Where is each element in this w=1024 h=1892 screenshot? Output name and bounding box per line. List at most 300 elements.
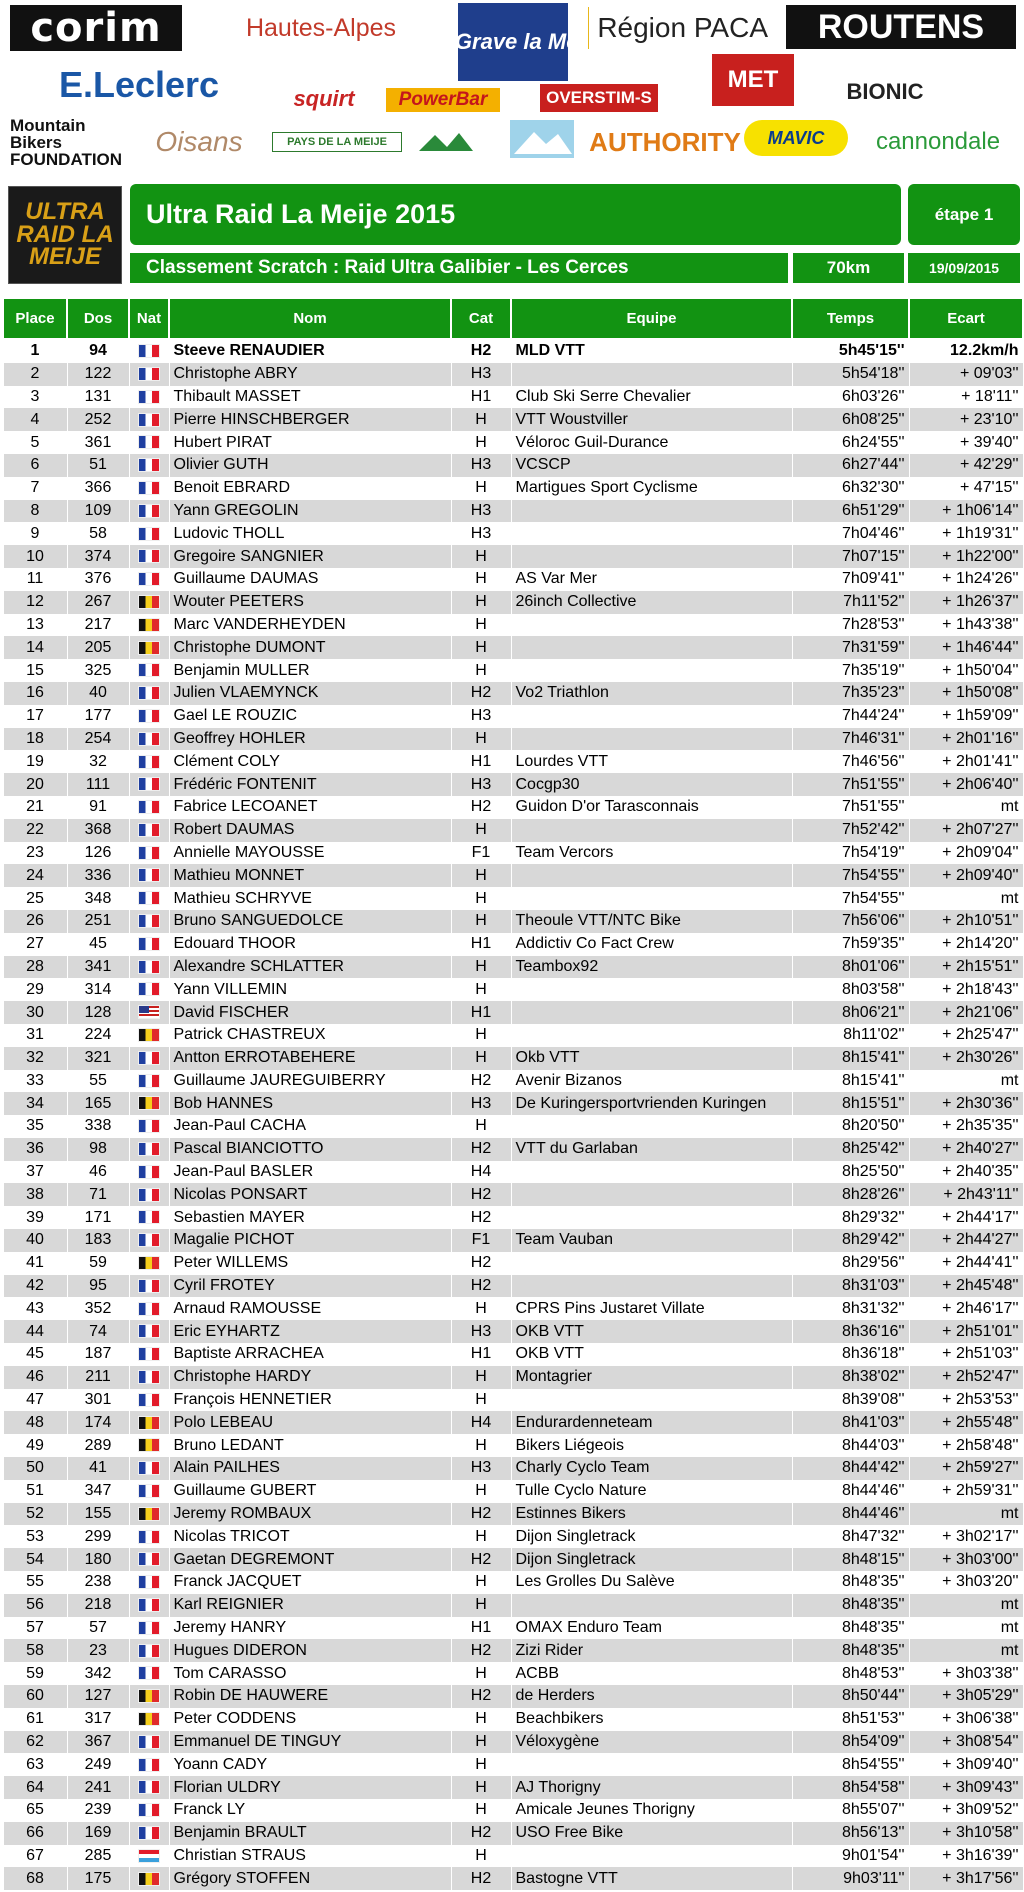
flag-fr-icon [138,732,160,746]
flag-fr-icon [138,1074,160,1088]
met-logo: MET [712,54,794,106]
name-cell: Benjamin MULLER [169,659,451,682]
team-cell [511,1594,792,1617]
nationality-cell [129,1389,169,1412]
header-ecart: Ecart [909,298,1023,339]
flag-be-icon [138,595,160,609]
time-cell: 8h25'50'' [792,1161,909,1184]
category-cell: H3 [451,500,511,523]
team-cell: CPRS Pins Justaret Villate [511,1297,792,1320]
name-cell: Robin DE HAUWERE [169,1685,451,1708]
place-cell: 34 [3,1092,67,1115]
category-cell: H2 [451,1548,511,1571]
gap-cell: + 3h09'40'' [909,1753,1023,1776]
flag-fr-icon [138,1621,160,1635]
nationality-cell [129,614,169,637]
name-cell: Yann GREGOLIN [169,500,451,523]
place-cell: 50 [3,1457,67,1480]
time-cell: 7h52'42'' [792,819,909,842]
name-cell: Bob HANNES [169,1092,451,1115]
gap-cell: mt [909,1070,1023,1093]
nationality-cell [129,1845,169,1868]
time-cell: 8h38'02'' [792,1366,909,1389]
place-cell: 64 [3,1776,67,1799]
gap-cell: mt [909,1639,1023,1662]
la-grave-logo: La Grave la Meije [458,3,568,81]
table-row [3,1389,1023,1412]
team-cell [511,1183,792,1206]
place-cell: 22 [3,819,67,842]
team-cell: Véloroc Guil-Durance [511,431,792,454]
time-cell: 8h20'50'' [792,1115,909,1138]
team-cell [511,659,792,682]
category-cell: H3 [451,1092,511,1115]
nationality-cell [129,1799,169,1822]
name-cell: Jean-Paul BASLER [169,1161,451,1184]
time-cell: 8h31'03'' [792,1275,909,1298]
nationality-cell [129,819,169,842]
team-cell: Cocgp30 [511,773,792,796]
time-cell: 8h55'07'' [792,1799,909,1822]
time-cell: 8h56'13'' [792,1822,909,1845]
category-cell: H1 [451,1617,511,1640]
team-cell [511,522,792,545]
gap-cell: + 3h10'58'' [909,1822,1023,1845]
bib-cell: 241 [67,1776,129,1799]
flag-fr-icon [138,390,160,404]
category-cell: H2 [451,1138,511,1161]
gap-cell: + 1h19'31'' [909,522,1023,545]
gap-cell: + 09'03'' [909,363,1023,386]
flag-fr-icon [138,481,160,495]
name-cell: Olivier GUTH [169,454,451,477]
nationality-cell [129,1571,169,1594]
category-cell: H4 [451,1411,511,1434]
team-cell: Les Grolles Du Salève [511,1571,792,1594]
time-cell: 8h41'03'' [792,1411,909,1434]
corim-logo: corim [10,5,182,51]
category-cell: H3 [451,522,511,545]
nationality-cell [129,1001,169,1024]
time-cell: 8h29'56'' [792,1252,909,1275]
time-cell: 8h51'53'' [792,1708,909,1731]
bib-cell: 224 [67,1024,129,1047]
table-row [3,339,1023,363]
name-cell: Christian STRAUS [169,1845,451,1868]
place-cell: 21 [3,796,67,819]
team-cell: Charly Cyclo Team [511,1457,792,1480]
small-sponsor-logo [414,126,476,158]
time-cell: 7h35'23'' [792,682,909,705]
time-cell: 8h36'18'' [792,1343,909,1366]
name-cell: Florian ULDRY [169,1776,451,1799]
name-cell: Guillaume GUBERT [169,1480,451,1503]
bib-cell: 128 [67,1001,129,1024]
event-title: Ultra Raid La Meije 2015 [130,184,901,245]
team-cell: Avenir Bizanos [511,1070,792,1093]
category-cell: H1 [451,386,511,409]
team-cell: Véloxygène [511,1731,792,1754]
bib-cell: 109 [67,500,129,523]
table-row [3,956,1023,979]
time-cell: 7h51'55'' [792,796,909,819]
place-cell: 33 [3,1070,67,1093]
team-cell: AS Var Mer [511,568,792,591]
header-place: Place [3,298,67,339]
bib-cell: 251 [67,910,129,933]
name-cell: Frédéric FONTENIT [169,773,451,796]
bib-cell: 361 [67,431,129,454]
time-cell: 7h44'24'' [792,705,909,728]
name-cell: Hubert PIRAT [169,431,451,454]
time-cell: 8h48'35'' [792,1617,909,1640]
place-cell: 7 [3,477,67,500]
team-cell [511,500,792,523]
table-row [3,796,1023,819]
gap-cell: mt [909,1503,1023,1526]
category-cell: H [451,1297,511,1320]
category-cell: H3 [451,1320,511,1343]
gap-cell: + 2h25'47'' [909,1024,1023,1047]
nationality-cell [129,1480,169,1503]
team-cell: Addictiv Co Fact Crew [511,933,792,956]
nationality-cell [129,705,169,728]
nationality-cell [129,1594,169,1617]
name-cell: Mathieu SCHRYVE [169,887,451,910]
gap-cell: + 2h01'41'' [909,750,1023,773]
flag-fr-icon [138,1552,160,1566]
team-cell [511,1161,792,1184]
place-cell: 59 [3,1662,67,1685]
category-cell: H [451,887,511,910]
table-row [3,1662,1023,1685]
category-cell: H [451,728,511,751]
team-cell [511,978,792,1001]
time-cell: 8h15'41'' [792,1070,909,1093]
gap-cell: + 2h58'48'' [909,1434,1023,1457]
time-cell: 7h51'55'' [792,773,909,796]
flag-fr-icon [138,755,160,769]
time-cell: 8h48'35'' [792,1594,909,1617]
mavic-logo: MAVIC [744,120,848,156]
category-cell: H1 [451,933,511,956]
flag-fr-icon [138,549,160,563]
gap-cell: + 2h40'35'' [909,1161,1023,1184]
time-cell: 7h35'19'' [792,659,909,682]
table-row [3,1047,1023,1070]
category-cell: H [451,910,511,933]
team-cell [511,363,792,386]
flag-fr-icon [138,1461,160,1475]
header-cat: Cat [451,298,511,339]
nationality-cell [129,1708,169,1731]
table-header-row [3,298,1023,339]
nationality-cell [129,796,169,819]
time-cell: 8h44'46'' [792,1480,909,1503]
nationality-cell [129,1297,169,1320]
flag-be-icon [138,641,160,655]
table-row [3,1138,1023,1161]
place-cell: 19 [3,750,67,773]
team-cell: Dijon Singletrack [511,1525,792,1548]
flag-fr-icon [138,1530,160,1544]
flag-fr-icon [138,1188,160,1202]
table-row [3,1343,1023,1366]
nationality-cell [129,1434,169,1457]
team-cell [511,705,792,728]
place-cell: 35 [3,1115,67,1138]
time-cell: 8h01'06'' [792,956,909,979]
place-cell: 2 [3,363,67,386]
bib-cell: 180 [67,1548,129,1571]
gap-cell: + 2h06'40'' [909,773,1023,796]
gap-cell: + 39'40'' [909,431,1023,454]
place-cell: 44 [3,1320,67,1343]
nationality-cell [129,1138,169,1161]
nationality-cell [129,500,169,523]
table-row [3,1503,1023,1526]
nationality-cell [129,591,169,614]
flag-fr-icon [138,1302,160,1316]
category-cell: H [451,1753,511,1776]
gap-cell: + 3h09'52'' [909,1799,1023,1822]
flag-fr-icon [138,1210,160,1224]
name-cell: Edouard THOOR [169,933,451,956]
table-row [3,545,1023,568]
gap-cell: + 3h03'38'' [909,1662,1023,1685]
bib-cell: 252 [67,408,129,431]
bib-cell: 317 [67,1708,129,1731]
name-cell: Eric EYHARTZ [169,1320,451,1343]
nationality-cell [129,1662,169,1685]
place-cell: 61 [3,1708,67,1731]
time-cell: 8h44'03'' [792,1434,909,1457]
bib-cell: 239 [67,1799,129,1822]
nationality-cell [129,1366,169,1389]
nationality-cell [129,568,169,591]
time-cell: 8h15'41'' [792,1047,909,1070]
nationality-cell [129,1753,169,1776]
name-cell: Sebastien MAYER [169,1206,451,1229]
gap-cell: + 3h16'39'' [909,1845,1023,1868]
name-cell: Franck LY [169,1799,451,1822]
gap-cell: + 1h43'38'' [909,614,1023,637]
name-cell: Mathieu MONNET [169,864,451,887]
place-cell: 66 [3,1822,67,1845]
time-cell: 5h54'18'' [792,363,909,386]
name-cell: Alexandre SCHLATTER [169,956,451,979]
nationality-cell [129,1776,169,1799]
bib-cell: 94 [67,339,129,363]
team-cell [511,1275,792,1298]
table-row [3,933,1023,956]
bib-cell: 98 [67,1138,129,1161]
powerbar-logo: PowerBar [386,88,500,112]
bib-cell: 174 [67,1411,129,1434]
place-cell: 31 [3,1024,67,1047]
category-cell: H2 [451,682,511,705]
nationality-cell [129,1548,169,1571]
bib-cell: 23 [67,1639,129,1662]
gap-cell: + 2h44'17'' [909,1206,1023,1229]
place-cell: 24 [3,864,67,887]
team-cell [511,1024,792,1047]
time-cell: 5h45'15'' [792,339,909,363]
bib-cell: 254 [67,728,129,751]
flag-fr-icon [138,914,160,928]
time-cell: 7h54'55'' [792,864,909,887]
name-cell: Pierre HINSCHBERGER [169,408,451,431]
flag-fr-icon [138,572,160,586]
flag-fr-icon [138,458,160,472]
team-cell [511,1753,792,1776]
category-cell: H2 [451,1867,511,1890]
gap-cell: + 2h51'01'' [909,1320,1023,1343]
team-cell: Montagrier [511,1366,792,1389]
flag-fr-icon [138,1051,160,1065]
bib-cell: 74 [67,1320,129,1343]
table-row [3,910,1023,933]
nationality-cell [129,1731,169,1754]
bib-cell: 177 [67,705,129,728]
flag-lu-icon [138,1849,160,1863]
date-label: 19/09/2015 [908,253,1020,283]
time-cell: 8h47'32'' [792,1525,909,1548]
time-cell: 7h28'53'' [792,614,909,637]
table-row [3,682,1023,705]
bib-cell: 59 [67,1252,129,1275]
bib-cell: 126 [67,842,129,865]
team-cell: VCSCP [511,454,792,477]
header-nat: Nat [129,298,169,339]
time-cell: 8h54'09'' [792,1731,909,1754]
table-row [3,522,1023,545]
nationality-cell [129,339,169,363]
place-cell: 51 [3,1480,67,1503]
category-cell: H3 [451,1457,511,1480]
category-cell: H [451,1776,511,1799]
time-cell: 7h54'55'' [792,887,909,910]
gap-cell: + 2h30'36'' [909,1092,1023,1115]
flag-be-icon [138,1028,160,1042]
nationality-cell [129,1822,169,1845]
bib-cell: 217 [67,614,129,637]
table-row [3,864,1023,887]
category-cell: H2 [451,1206,511,1229]
category-cell: H [451,591,511,614]
bib-cell: 376 [67,568,129,591]
name-cell: Ludovic THOLL [169,522,451,545]
nationality-cell [129,545,169,568]
header-dos: Dos [67,298,129,339]
category-cell: H [451,1434,511,1457]
flag-be-icon [138,1712,160,1726]
flag-fr-icon [138,823,160,837]
category-cell: H [451,978,511,1001]
category-cell: H [451,1366,511,1389]
time-cell: 7h59'35'' [792,933,909,956]
table-row [3,978,1023,1001]
gap-cell: + 2h18'43'' [909,978,1023,1001]
bib-cell: 51 [67,454,129,477]
category-cell: H [451,1525,511,1548]
region-paca-text: Région PACA [597,12,768,43]
nationality-cell [129,773,169,796]
nationality-cell [129,910,169,933]
flag-be-icon [138,618,160,632]
bib-cell: 336 [67,864,129,887]
flag-fr-icon [138,1279,160,1293]
table-row [3,1297,1023,1320]
team-cell [511,887,792,910]
gap-cell: + 3h06'38'' [909,1708,1023,1731]
place-cell: 29 [3,978,67,1001]
bib-cell: 218 [67,1594,129,1617]
flag-be-icon [138,1438,160,1452]
name-cell: Magalie PICHOT [169,1229,451,1252]
nationality-cell [129,454,169,477]
name-cell: Christophe HARDY [169,1366,451,1389]
bib-cell: 165 [67,1092,129,1115]
table-row [3,1092,1023,1115]
category-cell: H [451,1571,511,1594]
table-row [3,1845,1023,1868]
team-cell [511,1389,792,1412]
category-cell: H [451,1845,511,1868]
table-row [3,773,1023,796]
name-cell: Nicolas PONSART [169,1183,451,1206]
place-cell: 13 [3,614,67,637]
name-cell: Benjamin BRAULT [169,1822,451,1845]
team-cell: Amicale Jeunes Thorigny [511,1799,792,1822]
time-cell: 7h04'46'' [792,522,909,545]
place-cell: 27 [3,933,67,956]
flag-fr-icon [138,800,160,814]
place-cell: 14 [3,636,67,659]
name-cell: Benoit EBRARD [169,477,451,500]
table-row [3,386,1023,409]
place-cell: 18 [3,728,67,751]
table-row [3,705,1023,728]
flag-fr-icon [138,1119,160,1133]
bib-cell: 341 [67,956,129,979]
table-row [3,454,1023,477]
category-cell: H [451,477,511,500]
bib-cell: 46 [67,1161,129,1184]
time-cell: 6h32'30'' [792,477,909,500]
nationality-cell [129,887,169,910]
category-cell: H1 [451,1343,511,1366]
bib-cell: 95 [67,1275,129,1298]
bib-cell: 347 [67,1480,129,1503]
flag-fr-icon [138,960,160,974]
table-row [3,1594,1023,1617]
nationality-cell [129,933,169,956]
nationality-cell [129,1320,169,1343]
flag-be-icon [138,1256,160,1270]
nationality-cell [129,1024,169,1047]
bib-cell: 71 [67,1183,129,1206]
category-cell: H [451,1047,511,1070]
team-cell: USO Free Bike [511,1822,792,1845]
team-cell: Tulle Cyclo Nature [511,1480,792,1503]
table-row [3,1411,1023,1434]
place-cell: 68 [3,1867,67,1890]
table-row [3,408,1023,431]
time-cell: 7h46'56'' [792,750,909,773]
gap-cell: + 2h52'47'' [909,1366,1023,1389]
category-cell: H [451,1731,511,1754]
